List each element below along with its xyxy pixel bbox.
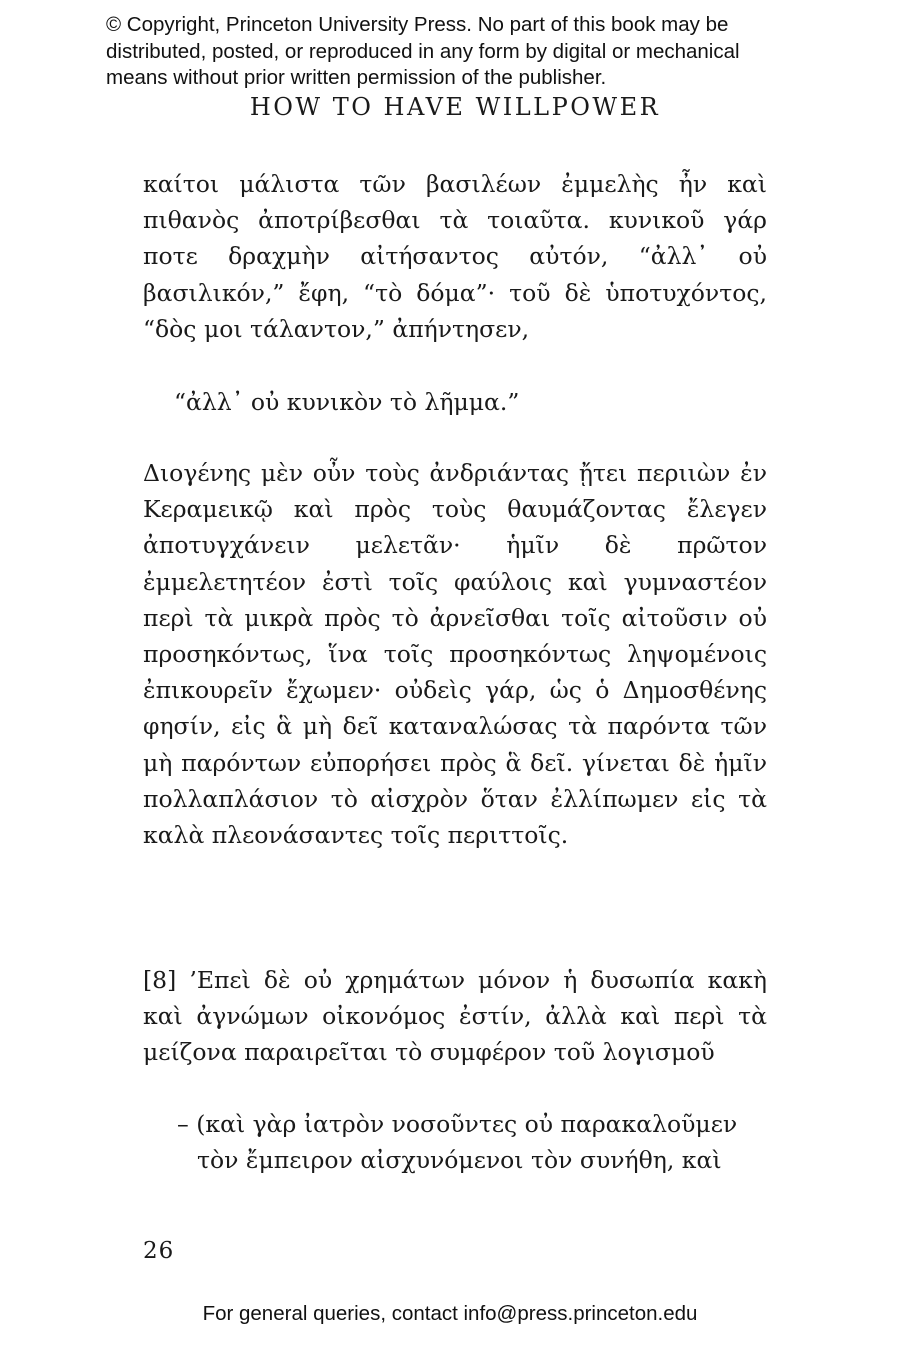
copyright-line: means without prior written permission of the publisher. [106, 66, 607, 89]
running-head: HOW TO HAVE WILLPOWER [249, 93, 661, 121]
quote-2-line-1: – (καὶ γὰρ ἰατρὸν νοσοῦντες οὐ παρακαλοῦμεν [177, 1110, 738, 1138]
page-number: 26 [143, 1238, 175, 1264]
paragraph-1: καίτοι μάλιστα τῶν βασιλέων ἐμμελὴς ἦν καὶ πιθανὸς ἀποτρίβεσθαι τὰ τοιαῦτα. κυνικοῦ γάρ ποτε δραχμὴν αἰτήσαντος αὐτόν, “ἀλλ᾽ οὐ βασιλικόν,” ἔφη, “τὸ δόμα”· τοῦ δὲ ὑποτυχόντος, “δὸς μοι τάλαντον,” ἀπήντησεν, [143, 170, 767, 343]
copyright-line: distributed, posted, or reproduced in any form by digital or mechanical [106, 39, 740, 63]
quote-2-line-2: τὸν ἔμπειρον αἰσχυνόμενοι τὸν συνήθη, καὶ [197, 1146, 722, 1174]
footer-contact: For general queries, contact info@press.princeton.edu [202, 1302, 698, 1325]
paragraph-3: [8] ’Επεὶ δὲ οὐ χρημάτων μόνον ἡ δυσωπία κακὴ καὶ ἀγνώμων οἰκονόμος ἐστίν, ἀλλὰ καὶ περὶ τὰ μείζονα παραιρεῖται τὸ συμφέρον τοῦ λογισμοῦ [143, 966, 767, 1067]
copyright-line: © Copyright, Princeton University Press. No part of this book may be [106, 13, 729, 36]
quote-1: “ἀλλ᾽ οὐ κυνικὸν τὸ λῆμμα.” [174, 388, 520, 416]
copyright-notice [106, 12, 806, 92]
paragraph-2: Διογένης μὲν οὖν τοὺς ἀνδριάντας ᾔτει περιιὼν ἐν Κεραμεικῷ καὶ πρὸς τοὺς θαυμάζοντας ἔλεγεν ἀποτυγχάνειν μελετᾶν· ἡμῖν δὲ πρῶτον ἐμμελετητέον ἐστὶ τοῖς φαύλοις καὶ γυμναστέον περὶ τὰ μικρὰ πρὸς τὸ ἀρνεῖσθαι τοῖς αἰτοῦσιν οὐ προσηκόντως, ἵνα τοῖς προσηκόντως ληψομένοις ἐπικουρεῖν ἔχωμεν· οὐδεὶς γάρ, ὡς ὁ Δημοσθένης φησίν, εἰς ἃ μὴ δεῖ καταναλώσας τὰ παρόντα τῶν μὴ παρόντων εὐπορήσει πρὸς ἃ δεῖ. γίνεται δὲ ἡμῖν πολλαπλάσιον τὸ αἰσχρὸν ὅταν ἐλλίπωμεν εἰς τὰ καλὰ πλεονάσαντες τοῖς περιττοῖς. [143, 459, 767, 850]
